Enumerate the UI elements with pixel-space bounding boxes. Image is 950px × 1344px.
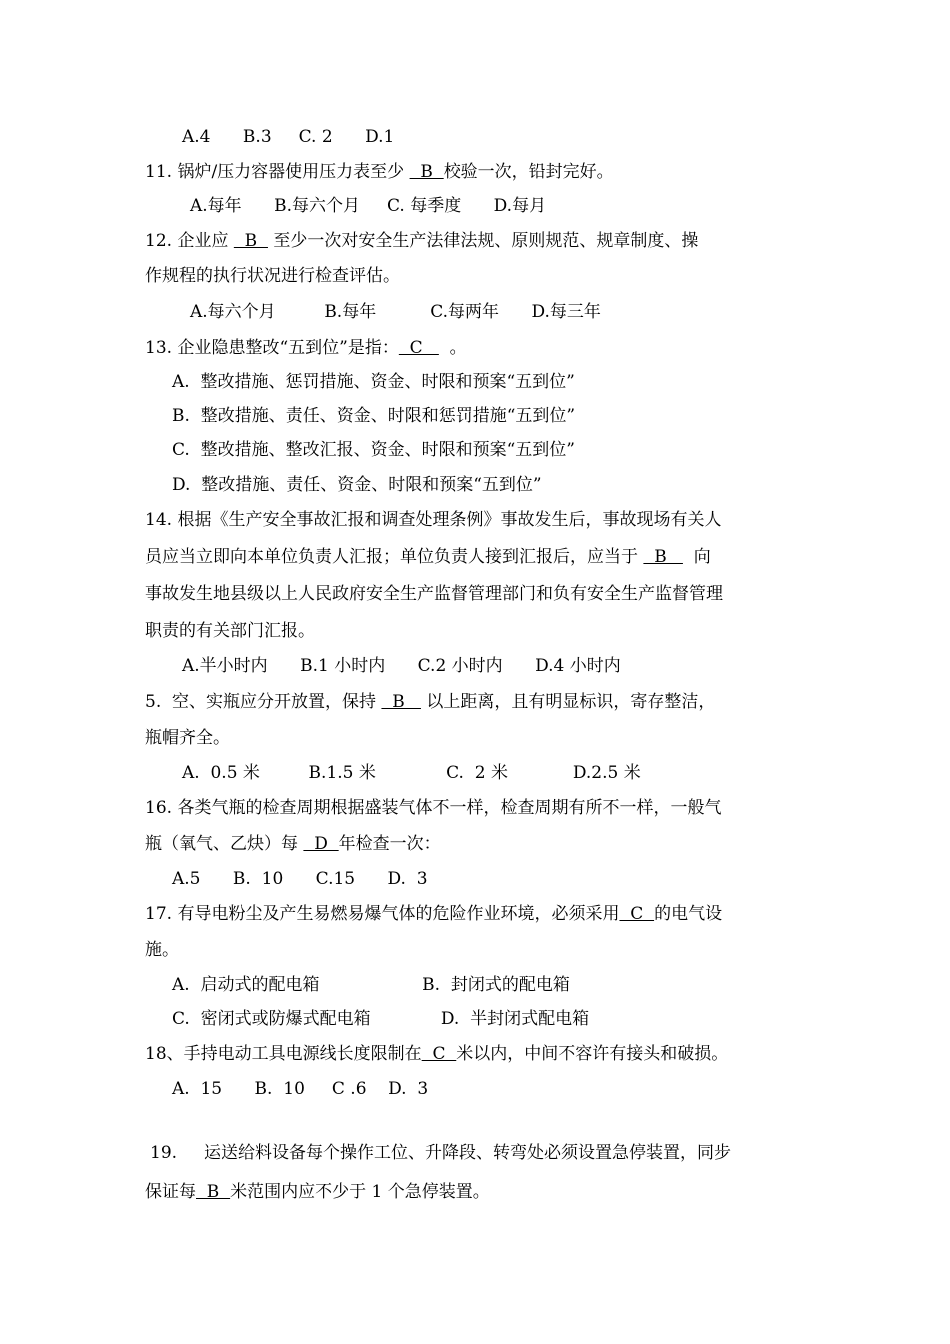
question-19-continued [145,1180,490,1204]
q11-options: A.每年 B.每六个月 C. 每季度 D.每月 [190,196,547,216]
answer-blank: B [233,231,268,251]
answer-blank: D [303,834,339,854]
question-text: 11. 锅炉/压力容器使用压力表至少 [145,162,410,182]
q18-options: A. 15 B. 10 C .6 D. 3 [172,1079,429,1099]
answer-blank: C [619,904,655,924]
question-12-continued: 作规程的执行状况进行检查评估。 [145,266,400,286]
q17-options-row-1: A. 启动式的配电箱 B. 封闭式的配电箱 [172,975,570,995]
answer-blank: B [409,162,444,182]
question-17 [145,902,722,926]
question-text: 保证每 [145,1182,196,1202]
question-14-line-4: 职责的有关部门汇报。 [145,621,315,641]
question-19: 19. 运送给料设备每个操作工位、升降段、转弯处必须设置急停装置，同步 [150,1143,732,1163]
question-text: 年检查一次： [338,834,441,854]
answer-blank: B [381,692,421,712]
answer-blank: C [421,1044,457,1064]
question-text: 米以内，中间不容许有接头和破损。 [456,1044,729,1064]
q13-option-c: C. 整改措施、整改汇报、资金、时限和预案“五到位” [172,440,575,460]
question-text: 至少一次对安全生产法律法规、原则规范、规章制度、操 [267,231,699,251]
q16-options: A.5 B. 10 C.15 D. 3 [172,869,428,889]
question-text: 瓶（氧气、乙炔）每 [145,834,304,854]
question-16-continued [145,832,441,856]
question-12 [145,229,698,253]
q10-options: A.4 B.3 C. 2 D.1 [182,127,395,147]
question-text: 。 [438,338,467,358]
question-text: 的电气设 [654,904,723,924]
q13-option-b: B. 整改措施、责任、资金、时限和惩罚措施“五到位” [172,406,576,426]
question-text: 17. 有导电粉尘及产生易燃易爆气体的危险作业环境，必须采用 [145,904,620,924]
question-18 [145,1042,728,1066]
q12-options: A.每六个月 B.每年 C.每两年 D.每三年 [190,302,601,322]
question-text: 员应当立即向本单位负责人汇报；单位负责人接到汇报后，应当于 [145,547,644,567]
question-text: 米范围内应不少于 1 个急停装置。 [230,1182,490,1202]
question-13 [145,336,467,360]
answer-blank: C [398,338,439,358]
q14-options: A.半小时内 B.1 小时内 C.2 小时内 D.4 小时内 [182,656,621,676]
question-14-line-3: 事故发生地县级以上人民政府安全生产监督管理部门和负有安全生产监督管理 [145,584,723,604]
question-14: 14. 根据《生产安全事故汇报和调查处理条例》事故发生后，事故现场有关人 [145,510,722,530]
question-text: 向 [682,547,711,567]
question-11 [145,160,614,184]
answer-blank: B [643,547,683,567]
question-17-continued: 施。 [145,940,179,960]
question-text: 13. 企业隐患整改“五到位”是指： [145,338,399,358]
question-text: 12. 企业应 [145,231,234,251]
q17-options-row-2: C. 密闭式或防爆式配电箱 D. 半封闭式配电箱 [172,1009,590,1029]
question-16: 16. 各类气瓶的检查周期根据盛装气体不一样，检查周期有所不一样，一般气 [145,798,722,818]
question-14-line-2 [145,545,711,569]
question-text: 校验一次，铅封完好。 [443,162,614,182]
question-text: 以上距离，且有明显标识，寄存整洁， [420,692,716,712]
q13-option-a: A. 整改措施、惩罚措施、资金、时限和预案“五到位” [172,372,575,392]
question-text: 5. 空、实瓶应分开放置，保持 [145,692,382,712]
question-15 [145,690,715,714]
question-15-continued: 瓶帽齐全。 [145,728,230,748]
q15-options: A. 0.5 米 B.1.5 米 C. 2 米 D.2.5 米 [182,763,641,783]
answer-blank: B [196,1182,231,1202]
question-text: 18、手持电动工具电源线长度限制在 [145,1044,422,1064]
q13-option-d: D. 整改措施、责任、资金、时限和预案“五到位” [172,475,542,495]
